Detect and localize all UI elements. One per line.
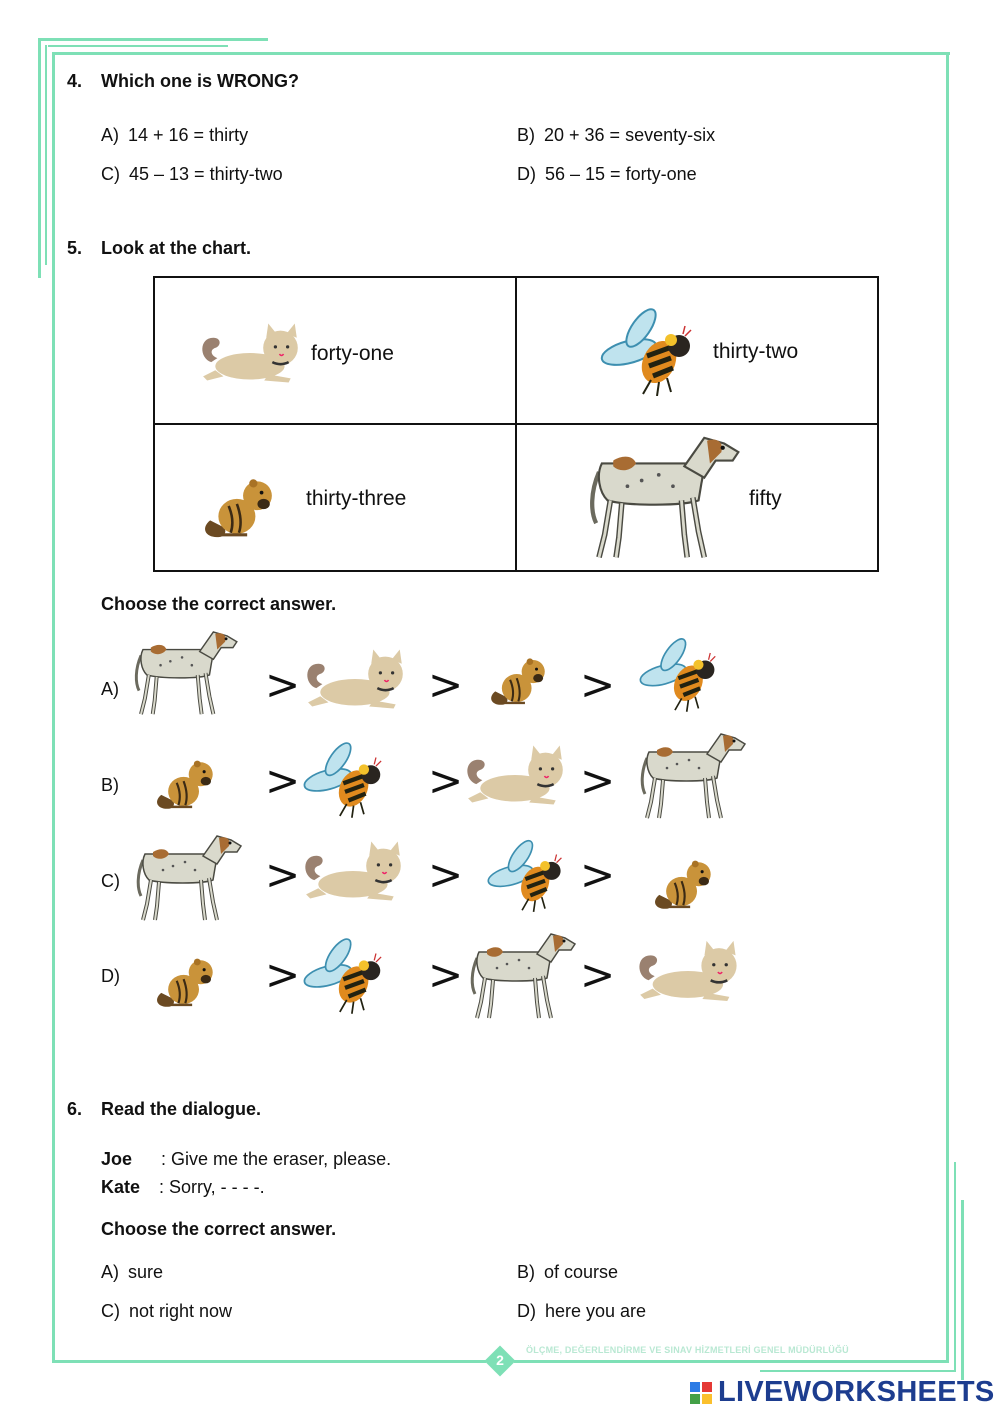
chipmunk-icon (199, 469, 283, 541)
q5-option-d-letter: D) (101, 966, 120, 986)
q6-option-d[interactable]: D) here you are (517, 1301, 647, 1321)
animal-chart (153, 276, 879, 572)
q4-number: 4. (67, 71, 83, 91)
chart-label-dog: fifty (749, 487, 782, 510)
liveworksheets-brand: LIVEWORKSHEETS (718, 1376, 995, 1408)
page-number-badge (485, 1346, 515, 1376)
greater-than-sign: > (265, 850, 301, 899)
q4-option-d[interactable]: D) 56 – 15 = forty-one (517, 164, 697, 184)
page-number: 2 (496, 1352, 504, 1368)
cat-icon (462, 744, 574, 808)
q6-instruction: Choose the correct answer. (101, 1219, 337, 1239)
q5-number: 5. (67, 238, 83, 258)
q6-question: Read the dialogue. (101, 1099, 262, 1119)
bee-icon (638, 636, 722, 712)
q6-option-c[interactable]: C) not right now (101, 1301, 233, 1321)
greater-than-sign: > (580, 850, 616, 899)
bee-icon (599, 306, 699, 396)
greater-than-sign: > (428, 950, 464, 999)
q5-question: Look at the chart. (101, 238, 252, 258)
q5-option-b-letter: B) (101, 775, 119, 795)
chart-cell-cat (154, 277, 516, 424)
cat-icon (302, 648, 414, 712)
dog-icon (466, 932, 578, 1022)
dog-icon (636, 732, 748, 822)
agency-name: ÖLÇME, DEĞERLENDİRME VE SINAV HİZMETLERİ GENEL MÜDÜRLÜĞÜ (526, 1345, 849, 1355)
dog-icon (132, 834, 244, 924)
dialogue-line-joe: Joe : Give me the eraser, please. (101, 1149, 392, 1169)
chipmunk-icon (487, 650, 553, 708)
liveworksheets-logo-icon (690, 1382, 712, 1404)
chart-cell-dog (516, 424, 878, 571)
chart-label-bee: thirty-two (713, 340, 799, 363)
chipmunk-icon (650, 852, 720, 912)
greater-than-sign: > (580, 660, 616, 709)
chart-cell-chipmunk (154, 424, 516, 571)
chipmunk-icon (152, 950, 222, 1010)
speaker-kate: Kate (101, 1177, 141, 1197)
chart-label-chipmunk: thirty-three (306, 487, 407, 510)
bee-icon (302, 936, 388, 1014)
speaker-joe: Joe (101, 1149, 133, 1169)
q5-option-c-letter: C) (101, 871, 120, 891)
q6-number: 6. (67, 1099, 83, 1119)
chipmunk-icon (152, 752, 222, 812)
greater-than-sign: > (265, 660, 301, 709)
greater-than-sign: > (580, 756, 616, 805)
q4-option-c[interactable]: C) 45 – 13 = thirty-two (101, 164, 283, 184)
chart-label-cat: forty-one (311, 342, 394, 365)
q4-option-a[interactable]: A) 14 + 16 = thirty (101, 125, 249, 145)
greater-than-sign: > (580, 950, 616, 999)
q6-option-b[interactable]: B) of course (517, 1262, 619, 1282)
bee-icon (302, 740, 388, 818)
greater-than-sign: > (428, 756, 464, 805)
bee-icon (486, 838, 568, 912)
cat-icon (634, 940, 748, 1004)
dialogue-line-kate: Kate : Sorry, - - - -. (101, 1177, 265, 1197)
q4-question: Which one is WRONG? (101, 71, 299, 91)
greater-than-sign: > (428, 850, 464, 899)
liveworksheets-logo (690, 1376, 995, 1410)
cat-icon (197, 322, 309, 386)
dog-icon (583, 435, 743, 563)
greater-than-sign: > (428, 660, 464, 709)
q5-instruction: Choose the correct answer. (101, 594, 337, 614)
q4-option-b[interactable]: B) 20 + 36 = seventy-six (517, 125, 716, 145)
q5-option-a-letter: A) (101, 679, 119, 699)
chart-cell-bee (516, 277, 878, 424)
greater-than-sign: > (265, 950, 301, 999)
greater-than-sign: > (265, 756, 301, 805)
q6-option-a[interactable]: A) sure (101, 1262, 164, 1282)
cat-icon (300, 840, 412, 904)
dog-icon (130, 630, 240, 718)
